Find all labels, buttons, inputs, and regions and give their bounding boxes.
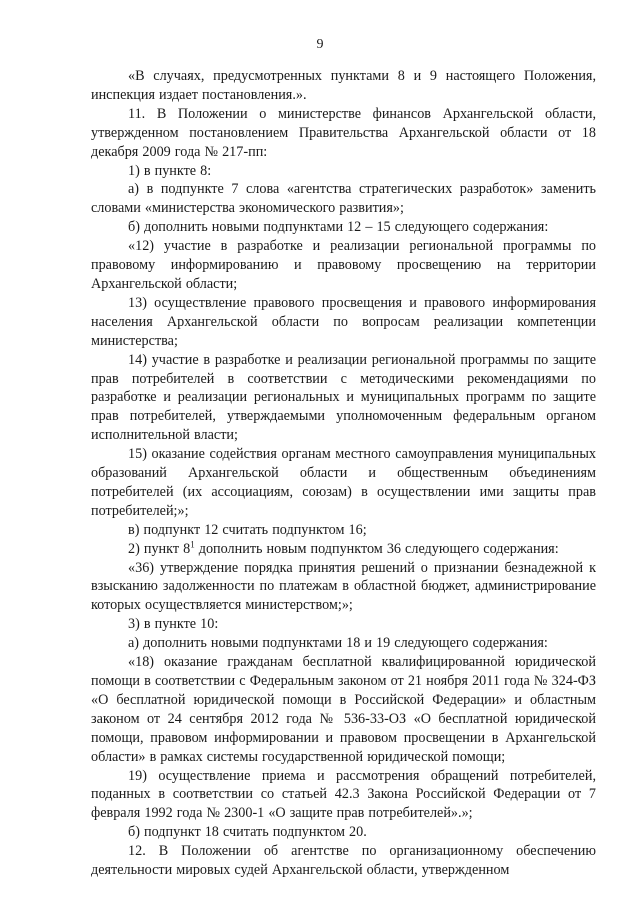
paragraph: 13) осуществление правового просвещения и правового информирования населения Архангельской области по вопросам реализации компетенции министерства; [91,294,596,349]
paragraph: а) дополнить новыми подпунктами 18 и 19 следующего содержания: [128,635,548,652]
paragraph-text: 2) пункт 8 [128,540,191,557]
paragraph: «В случаях, предусмотренных пунктами 8 и 9 настоящего Положения, инспекция издает постановления.». [91,68,596,103]
superscript: 1 [190,538,195,549]
paragraph-with-superscript [91,540,596,559]
document-body [91,67,596,880]
paragraph: б) подпункт 18 считать подпунктом 20. [128,824,367,841]
paragraph: 15) оказание содействия органам местного самоуправления муниципальных образований Архангельской области и общественным объединениям потребителей (их ассоциациям, союзам) в осуществлении ими защиты прав потребителей;»; [91,446,596,519]
paragraph: 14) участие в разработке и реализации региональной программы по защите прав потребителей в соответствии с методическими рекомендациями по разработке и реализации региональных и муниципальных программ по защите прав потребителей, утверждаемыми уполномоченным федеральным органом исполнительной власти; [91,351,596,444]
paragraph: б) дополнить новыми подпунктами 12 – 15 следующего содержания: [128,219,549,236]
paragraph: «18) оказание гражданам бесплатной квалифицированной юридической помощи в соответствии с Федеральным законом от 21 ноября 2011 года № 324-ФЗ «О бесплатной юридической помощи в Российской Федерации» и областным законом от 24 сентября 2012 года № 536-33-ОЗ «О бесплатной юридической помощи, правовом информировании и правовом просвещении в Архангельской области» в рамках системы государственной юридической помощи; [91,654,596,765]
paragraph: «36) утверждение порядка принятия решений о признании безнадежной к взысканию задолженности по платежам в областной бюджет, администрирование которых осуществляется министерством;»; [91,559,596,614]
paragraph: «12) участие в разработке и реализации региональной программы по правовому информированию и правовому просвещению на территории Архангельской области; [91,238,596,292]
paragraph: 11. В Положении о министерстве финансов Архангельской области, утвержденном постановлением Правительства Архангельской области от 18 декабря 2009 года № 217-пп: [91,105,596,160]
page-number: 9 [316,37,324,52]
paragraph: 3) в пункте 10: [128,616,219,633]
paragraph-text: дополнить новым подпунктом 36 следующего содержания: [194,540,559,557]
paragraph: 1) в пункте 8: [128,162,212,179]
paragraph: 19) осуществление приема и рассмотрения обращений потребителей, поданных в соответствии со статьей 42.3 Закона Российской Федерации от 7 февраля 1992 года № 2300-1 «О защите прав потребителей».»; [91,767,596,822]
paragraph: а) в подпункте 7 слова «агентства стратегических разработок» заменить словами «министерства экономического развития»; [91,181,596,217]
paragraph: 12. В Положении об агентстве по организационному обеспечению деятельности мировых судей Архангельской области, утвержденном [91,843,596,879]
paragraph: в) подпункт 12 считать подпунктом 16; [128,521,367,538]
